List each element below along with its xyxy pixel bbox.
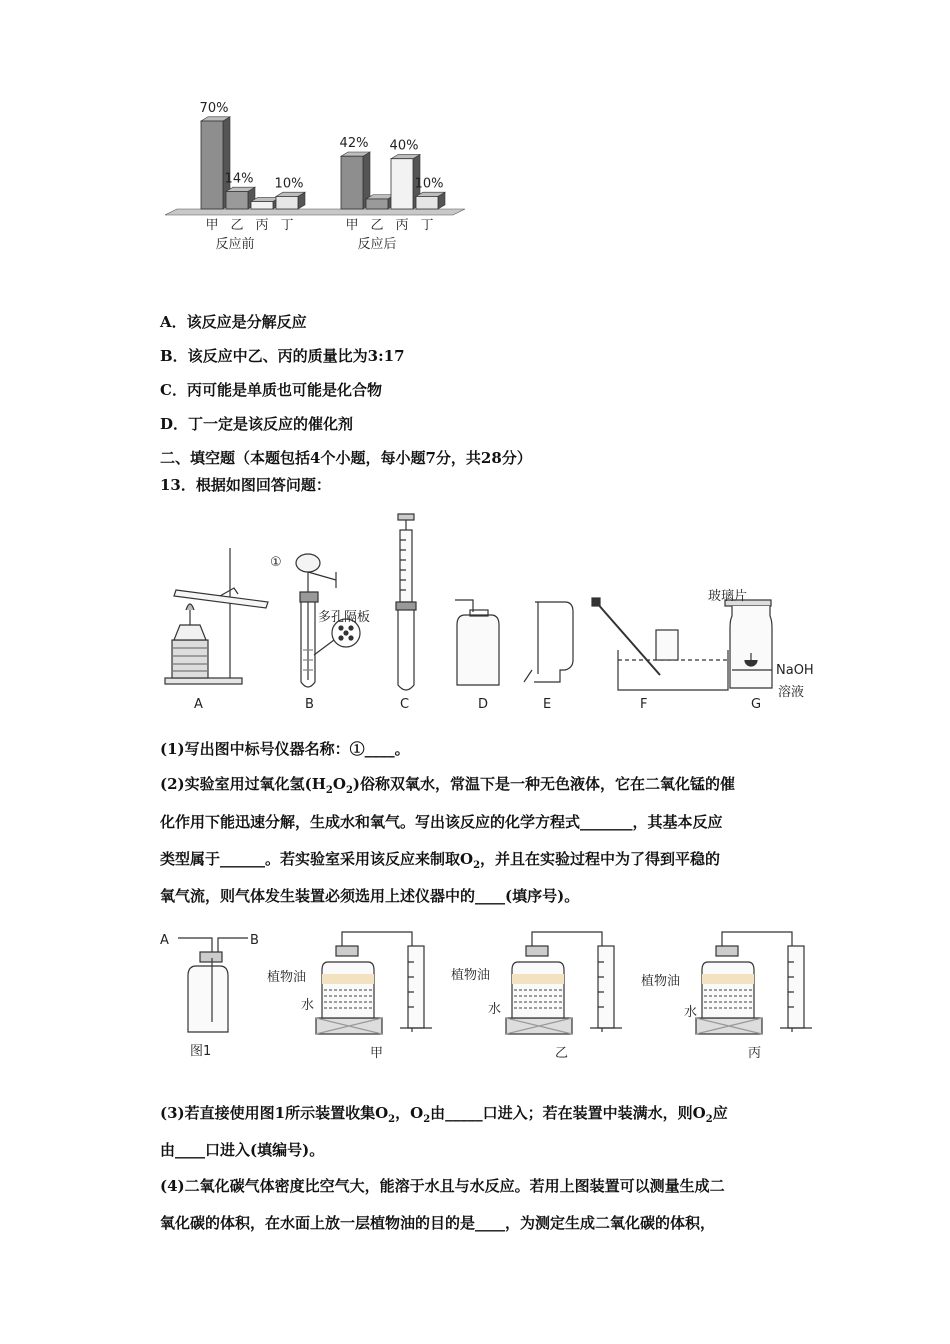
bar-label-0-1: 14% xyxy=(224,171,254,187)
bar-label-1-0: 42% xyxy=(339,136,369,152)
bar-label-0-0: 70% xyxy=(199,101,229,116)
section-title: 二、填空题（本题包括4个小题，每小题7分，共28分） xyxy=(160,449,532,467)
bar-1-1 xyxy=(366,199,388,209)
chart-baseline xyxy=(165,209,465,215)
apparatus-g xyxy=(725,600,772,688)
category-label-1-3: 丁 xyxy=(420,218,434,233)
bar-0-0 xyxy=(201,121,223,209)
q3-line1: (3)若直接使用图1所示装置收集$O_2$，$O_2$由_____口进入；若在装置中装满水，则$O_2$应 xyxy=(160,1104,728,1125)
setup-jia xyxy=(316,932,432,1034)
group-label-before: 反应前 xyxy=(215,237,255,252)
oil-label-bing: 植物油 xyxy=(641,974,681,989)
water-label-yi: 水 xyxy=(488,1002,502,1017)
oil-label-yi: 植物油 xyxy=(451,968,491,983)
fig1-label-a: A xyxy=(160,933,169,948)
apparatus-f xyxy=(592,598,728,690)
category-label-1-1: 乙 xyxy=(370,218,384,233)
option-a: A．该反应是分解反应 xyxy=(160,313,307,331)
option-d: D．丁一定是该反应的催化剂 xyxy=(160,415,354,433)
water-label-bing: 水 xyxy=(684,1005,698,1020)
q1-text: (1)写出图中标号仪器名称：①____。 xyxy=(160,740,410,758)
label-b: B xyxy=(305,697,314,712)
solution-label: 溶液 xyxy=(778,685,805,700)
q4-line2: 氧化碳的体积，在水面上放一层植物油的目的是____，为测定生成二氧化碳的体积， xyxy=(160,1214,716,1232)
bar-1-2 xyxy=(391,159,413,209)
oil-label-jia: 植物油 xyxy=(267,970,307,985)
fig1-caption: 图1 xyxy=(190,1044,212,1059)
bar-0-3 xyxy=(276,196,298,209)
q2-line4: 氧气流，则气体发生装置必须选用上述仪器中的____(填序号)。 xyxy=(160,887,580,905)
category-label-0-0: 甲 xyxy=(205,218,219,233)
setup-yi xyxy=(506,932,622,1034)
apparatus-d xyxy=(455,600,499,685)
bar-0-1 xyxy=(226,191,248,209)
option-b: B．该反应中乙、丙的质量比为3:17 xyxy=(160,347,405,365)
mass-fraction-bar-chart xyxy=(165,85,485,260)
bar-1-0 xyxy=(341,156,363,209)
label-d: D xyxy=(478,697,489,712)
bar-label-0-3: 10% xyxy=(274,176,304,192)
glass-plate-label: 玻璃片 xyxy=(708,589,748,604)
q2-line2: 化作用下能迅速分解，生成水和氧气。写出该反应的化学方程式_______，其基本反应 xyxy=(160,813,723,831)
gas-volume-figure xyxy=(160,922,820,1062)
category-label-0-1: 乙 xyxy=(230,218,244,233)
label-g: G xyxy=(751,697,762,712)
q2-line3: 类型属于______。若实验室采用该反应来制取$O_2$，并且在实验过程中为了得到平稳的 xyxy=(160,850,721,871)
q4-line1: (4)二氧化碳气体密度比空气大，能溶于水且与水反应。若用上图装置可以测量生成二 xyxy=(160,1177,725,1195)
category-label-0-2: 丙 xyxy=(255,218,269,233)
apparatus-e xyxy=(524,602,573,682)
label-a: A xyxy=(194,697,203,712)
apparatus-c xyxy=(396,514,416,690)
marker-1: ① xyxy=(270,555,282,570)
bar-label-1-2: 40% xyxy=(389,138,419,154)
caption-jia: 甲 xyxy=(370,1046,384,1061)
category-label-1-2: 丙 xyxy=(395,218,409,233)
label-c: C xyxy=(400,697,410,712)
naoh-label: NaOH xyxy=(776,663,814,678)
category-label-0-3: 丁 xyxy=(280,218,294,233)
q3-line2: 由____口进入(填编号)。 xyxy=(160,1141,325,1159)
label-f: F xyxy=(640,697,648,712)
setup-bing xyxy=(696,932,812,1034)
bar-0-2 xyxy=(251,201,273,209)
apparatus-a xyxy=(165,548,268,684)
apparatus-figure xyxy=(160,510,840,715)
option-c: C．丙可能是单质也可能是化合物 xyxy=(160,381,382,399)
chart-category-labels xyxy=(205,218,433,233)
fig1-label-b: B xyxy=(250,933,259,948)
chart-bars xyxy=(201,117,445,209)
caption-yi: 乙 xyxy=(555,1046,569,1061)
category-label-1-0: 甲 xyxy=(345,218,359,233)
water-label-jia: 水 xyxy=(301,998,315,1013)
question-title: 13．根据如图回答问题： xyxy=(160,476,331,494)
group-label-after: 反应后 xyxy=(357,237,397,252)
q2-line1: (2)实验室用过氧化氢$(H_2O_2)$俗称双氧水，常温下是一种无色液体，它在二氧化锰的催 xyxy=(160,775,736,796)
bar-label-1-3: 10% xyxy=(414,176,444,192)
label-e: E xyxy=(543,697,552,712)
bar-1-3 xyxy=(416,196,438,209)
caption-bing: 丙 xyxy=(748,1046,762,1061)
fig1-bottle xyxy=(178,938,248,1032)
porous-plate-label: 多孔隔板 xyxy=(318,610,371,625)
